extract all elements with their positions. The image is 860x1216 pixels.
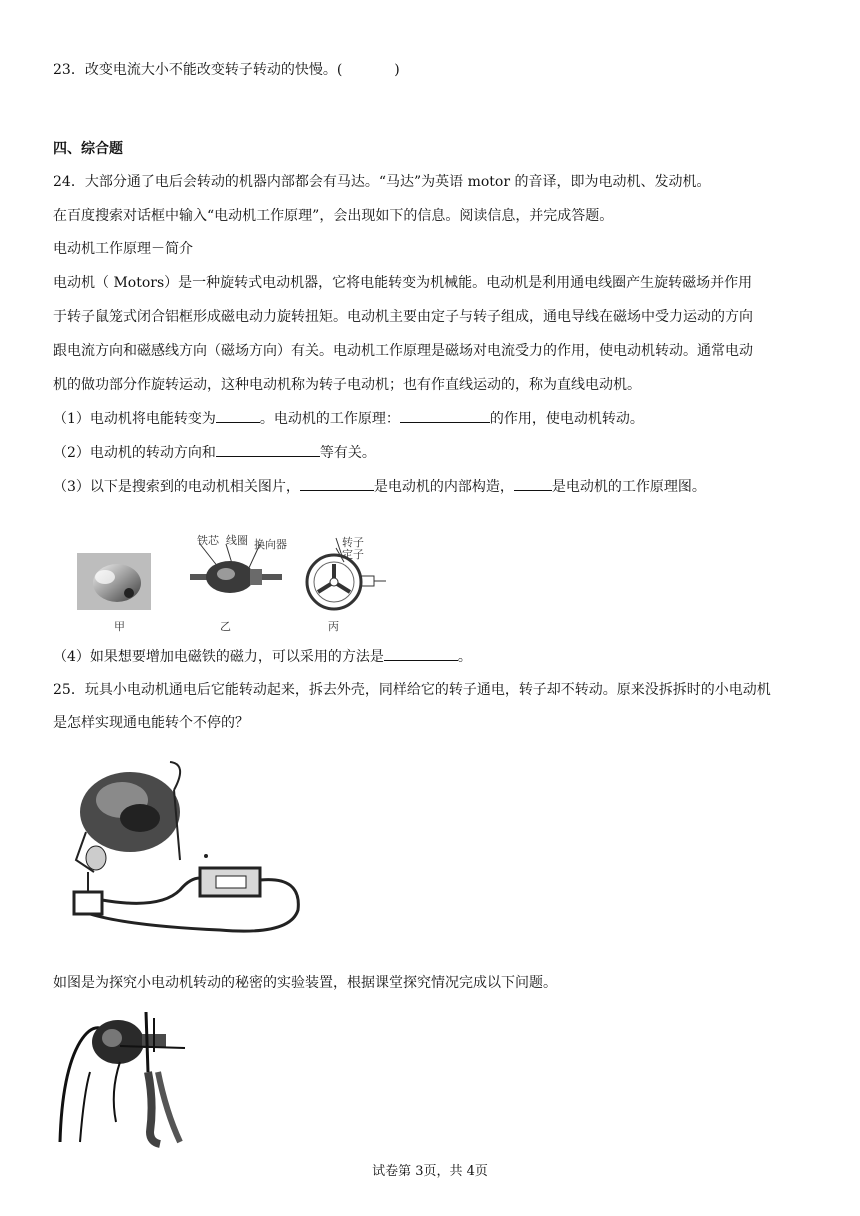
sub-question-1 <box>53 408 644 429</box>
figure-yi-caption: 乙 <box>220 620 231 633</box>
sub1-text-c: 的作用，使电动机转动。 <box>489 411 644 427</box>
label-rotor: 转子 <box>342 536 364 549</box>
figure-jia-motor-photo <box>77 553 151 610</box>
question-25-line-1: 25．玩具小电动机通电后它能转动起来，拆去外壳，同样给它的转子通电，转子却不转动。原来没拆拆时的小电动机 <box>53 682 771 698</box>
question-23-close: ) <box>394 62 400 78</box>
reading-para-line: 电动机（ Motors）是一种旋转式电动机器，它将电能转变为机械能。电动机是利用通电线圈产生旋转磁场并作用 <box>53 275 753 291</box>
sub-question-3 <box>53 476 706 497</box>
sub4-text-b: 。 <box>457 649 472 665</box>
sub4-text-a: （4）如果想要增加电磁铁的磁力，可以采用的方法是 <box>53 649 384 665</box>
figure-jia-caption: 甲 <box>114 620 125 633</box>
figure-experiment-apparatus <box>50 1012 220 1148</box>
label-coil: 线圈 <box>226 534 248 547</box>
answer-blank[interactable] <box>216 442 320 457</box>
sub-question-4 <box>53 646 472 667</box>
figure-bing-principle-diagram <box>296 532 386 612</box>
reading-para-line: 机的做功部分作旋转运动，这种电动机称为转子电动机；也有作直线运动的，称为直线电动机。 <box>53 377 641 393</box>
sub1-text-b: 。电动机的工作原理： <box>259 411 400 427</box>
question-25-line-3: 如图是为探究小电动机转动的秘密的实验装置，根据课堂探究情况完成以下问题。 <box>53 975 557 991</box>
question-23-text: 23．改变电流大小不能改变转子转动的快慢。( <box>53 62 343 78</box>
sub-question-2 <box>53 442 376 463</box>
answer-blank[interactable] <box>384 646 458 661</box>
question-24-intro-1: 24．大部分通了电后会转动的机器内部都会有马达。“马达”为英语 motor 的音译，即为电动机、发动机。 <box>53 174 711 190</box>
sub3-text-b: 是电动机的内部构造， <box>373 479 514 495</box>
question-23 <box>53 60 400 80</box>
label-commutator: 换向器 <box>254 538 287 551</box>
sub1-text-a: （1）电动机将电能转变为 <box>53 411 216 427</box>
answer-blank[interactable] <box>400 408 490 423</box>
sub2-text-b: 等有关。 <box>319 445 376 461</box>
sub3-text-c: 是电动机的工作原理图。 <box>551 479 706 495</box>
answer-blank[interactable] <box>216 408 260 423</box>
reading-heading: 电动机工作原理－简介 <box>53 241 193 257</box>
question-25-line-2: 是怎样实现通电能转个不停的？ <box>53 715 249 731</box>
figure-motor-circuit <box>70 760 310 940</box>
question-24-intro-2: 在百度搜索对话框中输入“电动机工作原理”，会出现如下的信息。阅读信息，并完成答题。 <box>53 208 614 224</box>
answer-blank[interactable] <box>300 476 374 491</box>
figure-bing-caption: 丙 <box>328 620 339 633</box>
reading-para-line: 跟电流方向和磁感线方向（磁场方向）有关。电动机工作原理是磁场对电流受力的作用，使电动机转动。通常电动 <box>53 343 753 359</box>
label-stator: 定子 <box>342 548 364 561</box>
label-iron-core: 铁芯 <box>197 534 219 547</box>
section-title: 四、综合题 <box>53 141 123 157</box>
sub3-text-a: （3）以下是搜索到的电动机相关图片， <box>53 479 300 495</box>
reading-para-line: 于转子鼠笼式闭合铝框形成磁电动力旋转扭矩。电动机主要由定子与转子组成，通电导线在磁场中受力运动的方向 <box>53 309 753 325</box>
sub2-text-a: （2）电动机的转动方向和 <box>53 445 216 461</box>
answer-blank[interactable] <box>514 476 552 491</box>
page-footer: 试卷第 3页，共 4页 <box>372 1164 488 1179</box>
